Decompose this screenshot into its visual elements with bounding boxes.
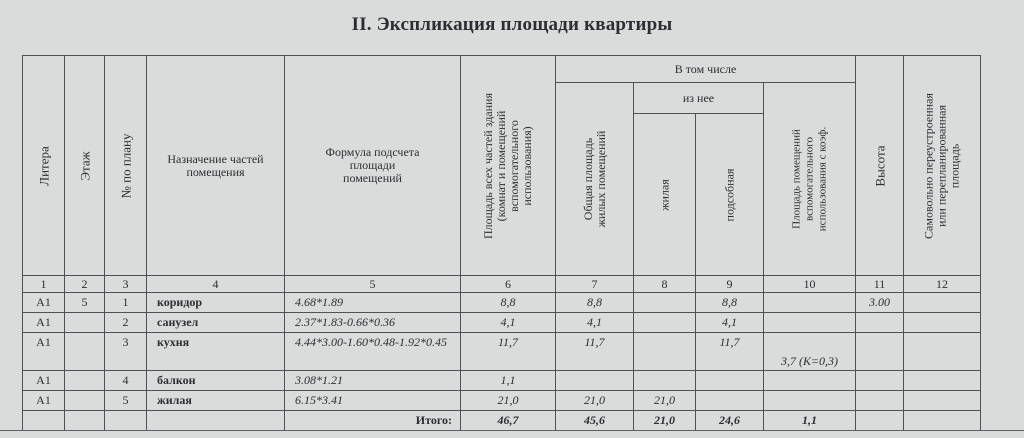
cell-floor: 5 — [65, 293, 105, 313]
header-floor: Этаж — [65, 56, 105, 276]
cell-unauth — [904, 313, 981, 333]
header-unauthorized: Самовольно переустроенная или перепланированная площадь — [904, 56, 981, 276]
cell-height — [856, 333, 904, 371]
header-aux-coef: Площадь помещений вспомогательного использования с коэф. — [764, 83, 856, 276]
cell-living — [634, 333, 696, 371]
total-living-total: 45,6 — [556, 411, 634, 431]
cell-aux — [696, 391, 764, 411]
cell-name: балкон — [147, 371, 285, 391]
cell-unauth — [904, 391, 981, 411]
col-num: 7 — [556, 276, 634, 293]
cell-unauth — [904, 371, 981, 391]
cell-area: 4,1 — [461, 313, 556, 333]
col-num: 2 — [65, 276, 105, 293]
totals-row — [23, 411, 981, 431]
col-num: 1 — [23, 276, 65, 293]
header-plan-no: № по плану — [105, 56, 147, 276]
cell-area: 8,8 — [461, 293, 556, 313]
cell-floor — [65, 371, 105, 391]
cell-height — [856, 391, 904, 411]
cell-no: 1 — [105, 293, 147, 313]
col-num: 5 — [285, 276, 461, 293]
cell-aux — [696, 371, 764, 391]
table-row — [23, 333, 981, 371]
header-purpose: Назначение частей помещения — [147, 56, 285, 276]
cell-aux: 4,1 — [696, 313, 764, 333]
col-num: 4 — [147, 276, 285, 293]
header-litera: Литера — [23, 56, 65, 276]
cell-litera: А1 — [23, 391, 65, 411]
document-title: II. Экспликация площади квартиры — [351, 14, 673, 35]
cell-coef — [764, 293, 856, 313]
cell-coef — [764, 313, 856, 333]
cell-formula: 4.44*3.00-1.60*0.48-1.92*0.45 — [285, 333, 461, 371]
header-total-area: Площадь всех частей здания (комнат и помещений вспомогательного использования) — [461, 56, 556, 276]
cell-unauth — [904, 333, 981, 371]
cell-formula: 2.37*1.83-0.66*0.36 — [285, 313, 461, 333]
explication-table — [22, 55, 981, 431]
col-num: 9 — [696, 276, 764, 293]
total-aux: 24,6 — [696, 411, 764, 431]
cell-formula: 4.68*1.89 — [285, 293, 461, 313]
header-living-total: Общая площадь жилых помещений — [556, 83, 634, 276]
header-auxiliary: подсобная — [696, 114, 764, 276]
cell-height — [856, 313, 904, 333]
page-edge-line — [0, 430, 1024, 431]
cell-no: 2 — [105, 313, 147, 333]
table-row — [23, 371, 981, 391]
header-including: В том числе — [556, 56, 856, 83]
total-living: 21,0 — [634, 411, 696, 431]
cell-aux: 11,7 — [696, 333, 764, 371]
table-row — [23, 293, 981, 313]
cell-litera: А1 — [23, 371, 65, 391]
cell-floor — [65, 313, 105, 333]
cell-name: жилая — [147, 391, 285, 411]
cell-floor — [65, 391, 105, 411]
cell-living: 21,0 — [634, 391, 696, 411]
cell-living-total: 11,7 — [556, 333, 634, 371]
cell-aux: 8,8 — [696, 293, 764, 313]
total-coef: 1,1 — [764, 411, 856, 431]
col-num: 8 — [634, 276, 696, 293]
cell-living — [634, 371, 696, 391]
cell-living — [634, 313, 696, 333]
col-num: 11 — [856, 276, 904, 293]
cell-coef — [764, 391, 856, 411]
col-num: 10 — [764, 276, 856, 293]
cell-living — [634, 293, 696, 313]
cell-litera: А1 — [23, 313, 65, 333]
cell-floor — [65, 333, 105, 371]
column-number-row — [23, 276, 981, 293]
total-area: 46,7 — [461, 411, 556, 431]
cell-area: 1,1 — [461, 371, 556, 391]
header-height: Высота — [856, 56, 904, 276]
header-living: жилая — [634, 114, 696, 276]
totals-label: Итого: — [285, 411, 461, 431]
cell-no: 5 — [105, 391, 147, 411]
cell-coef-empty — [764, 371, 856, 391]
cell-name: кухня — [147, 333, 285, 371]
cell-name: санузел — [147, 313, 285, 333]
cell-coef: 3,7 (К=0,3) — [764, 333, 856, 371]
cell-area: 11,7 — [461, 333, 556, 371]
cell-no: 4 — [105, 371, 147, 391]
col-num: 3 — [105, 276, 147, 293]
cell-name: коридор — [147, 293, 285, 313]
cell-litera: А1 — [23, 333, 65, 371]
col-num: 6 — [461, 276, 556, 293]
cell-height — [856, 371, 904, 391]
cell-living-total — [556, 371, 634, 391]
cell-no: 3 — [105, 333, 147, 371]
cell-living-total: 4,1 — [556, 313, 634, 333]
header-of-which: из нее — [634, 83, 764, 114]
cell-height: 3.00 — [856, 293, 904, 313]
cell-unauth — [904, 293, 981, 313]
cell-area: 21,0 — [461, 391, 556, 411]
cell-formula: 6.15*3.41 — [285, 391, 461, 411]
table-row — [23, 313, 981, 333]
cell-living-total: 8,8 — [556, 293, 634, 313]
header-formula: Формула подсчета площади помещений — [285, 56, 461, 276]
col-num: 12 — [904, 276, 981, 293]
table-row — [23, 391, 981, 411]
cell-formula: 3.08*1.21 — [285, 371, 461, 391]
cell-living-total: 21,0 — [556, 391, 634, 411]
cell-litera: А1 — [23, 293, 65, 313]
